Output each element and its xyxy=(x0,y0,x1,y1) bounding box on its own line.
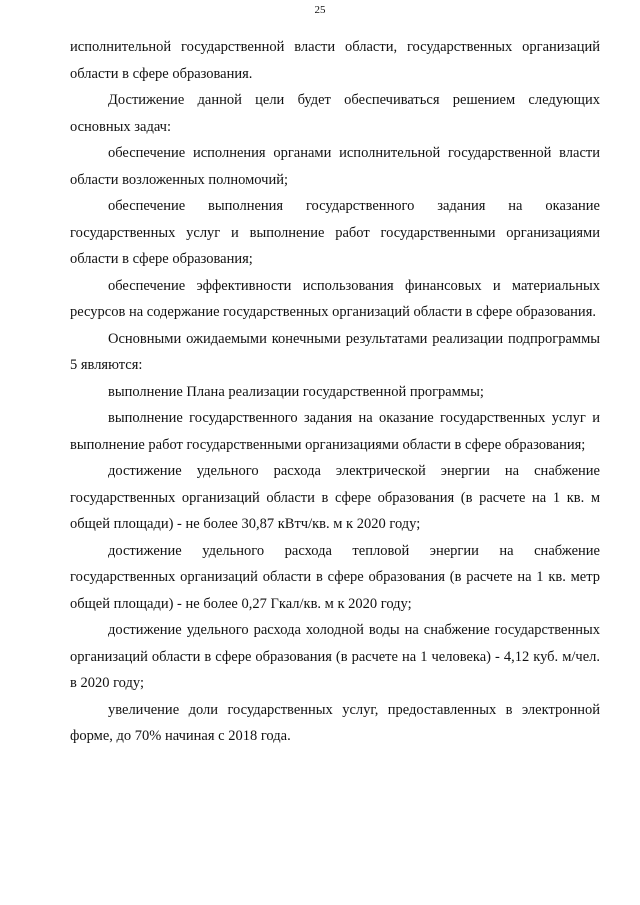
paragraph-goal-intro: Достижение данной цели будет обеспечиваться решением следующих основных задач: xyxy=(70,92,600,135)
paragraph-result-2: выполнение государственного задания на оказание государственных услуг и выполнение работ государственными организациями области в сфере образования; xyxy=(70,410,600,453)
paragraph-results-intro: Основными ожидаемыми конечными результатами реализации подпрограммы 5 являются: xyxy=(70,330,600,373)
paragraph-task-2: обеспечение выполнения государственного задания на оказание государственных услуг и выполнение работ государственными организациями области в сфере образования; xyxy=(70,198,600,267)
paragraph-task-3: обеспечение эффективности использования финансовых и материальных ресурсов на содержание государственных организаций области в сфере образования. xyxy=(70,277,600,320)
page-number: 25 xyxy=(314,4,326,16)
paragraph-continuation: исполнительной государственной власти области, государственных организаций области в сфере образования. xyxy=(70,39,600,82)
paragraph-result-3: достижение удельного расхода электрической энергии на снабжение государственных организаций области в сфере образования (в расчете на 1 кв. м общей площади) - не более 30,87 кВтч/кв. м к 2020 году; xyxy=(70,463,600,532)
paragraph-task-1: обеспечение исполнения органами исполнительной государственной власти области возложенных полномочий; xyxy=(70,145,600,188)
paragraph-result-6: увеличение доли государственных услуг, предоставленных в электронной форме, до 70% начиная с 2018 года. xyxy=(70,701,600,744)
paragraph-result-1: выполнение Плана реализации государственной программы; xyxy=(108,383,484,400)
paragraph-result-5: достижение удельного расхода холодной воды на снабжение государственных организаций области в сфере образования (в расчете на 1 человека) - 4,12 куб. м/чел. в 2020 году; xyxy=(70,622,600,691)
document-body xyxy=(70,34,600,750)
paragraph-result-4: достижение удельного расхода тепловой энергии на снабжение государственных организаций области в сфере образования (в расчете на 1 кв. метр общей площади) - не более 0,27 Гкал/кв. м к 2020 году; xyxy=(70,542,600,612)
